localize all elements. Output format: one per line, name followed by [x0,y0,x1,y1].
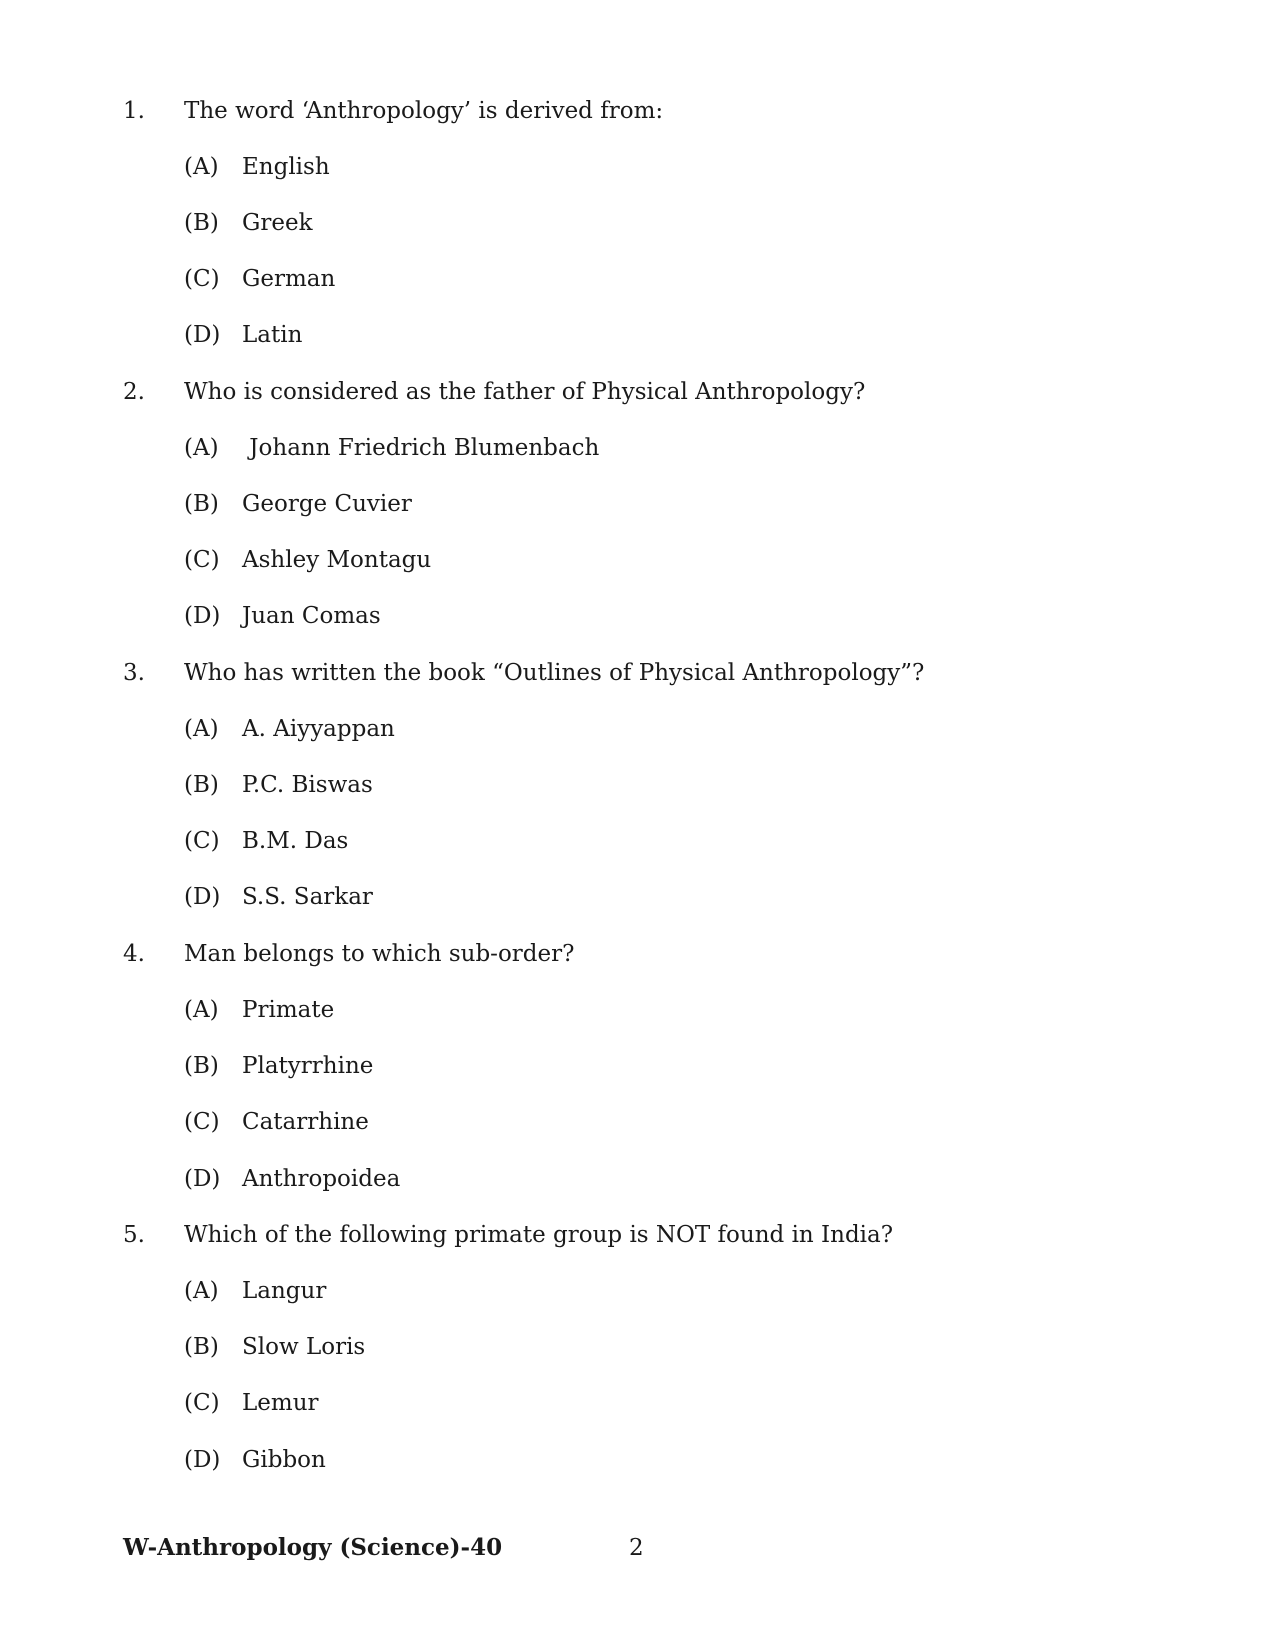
option-text: Primate [242,997,335,1023]
option-label: (D) [184,603,221,629]
question-number: 3. [123,660,145,686]
question-number: 2. [123,379,145,405]
option-label: (C) [184,1109,220,1135]
option-text: Ashley Montagu [242,547,432,573]
question-text: Who is considered as the father of Physical Anthropology? [184,379,866,405]
option-label: (B) [184,210,219,236]
question-text: Who has written the book “Outlines of Physical Anthropology”? [184,660,925,686]
option-label: (A) [184,716,219,742]
option-text: George Cuvier [242,491,412,517]
paper-code: W-Anthropology (Science)-40 [123,1534,503,1561]
option-label: (B) [184,1334,219,1360]
option-text: Catarrhine [242,1109,369,1135]
option-text: Johann Friedrich Blumenbach [242,435,600,461]
option-label: (D) [184,1447,221,1473]
option-text: B.M. Das [242,828,349,854]
option-text: Gibbon [242,1447,326,1473]
option-label: (A) [184,435,219,461]
option-label: (C) [184,828,220,854]
question-text: The word ‘Anthropology’ is derived from: [184,98,664,124]
option-label: (D) [184,1166,221,1192]
option-text: P.C. Biswas [242,772,373,798]
option-label: (D) [184,322,221,348]
option-label: (B) [184,772,219,798]
question-text: Which of the following primate group is NOT found in India? [184,1222,894,1248]
question-number: 4. [123,941,145,967]
option-text: German [242,266,336,292]
option-text: Latin [242,322,303,348]
question-text: Man belongs to which sub-order? [184,941,575,967]
option-text: Platyrrhine [242,1053,374,1079]
option-text: Greek [242,210,313,236]
option-label: (C) [184,266,220,292]
question-number: 5. [123,1222,145,1248]
option-label: (B) [184,1053,219,1079]
option-text: Langur [242,1278,327,1304]
option-label: (A) [184,997,219,1023]
option-text: Slow Loris [242,1334,366,1360]
option-label: (B) [184,491,219,517]
option-text: English [242,154,330,180]
option-label: (C) [184,1390,220,1416]
option-label: (A) [184,154,219,180]
option-text: Juan Comas [242,603,381,629]
option-text: S.S. Sarkar [242,884,373,910]
option-text: A. Aiyyappan [242,716,395,742]
page-number: 2 [629,1535,644,1561]
option-text: Anthropoidea [242,1166,401,1192]
option-label: (C) [184,547,220,573]
option-label: (A) [184,1278,219,1304]
option-text: Lemur [242,1390,319,1416]
question-number: 1. [123,98,145,124]
option-label: (D) [184,884,221,910]
